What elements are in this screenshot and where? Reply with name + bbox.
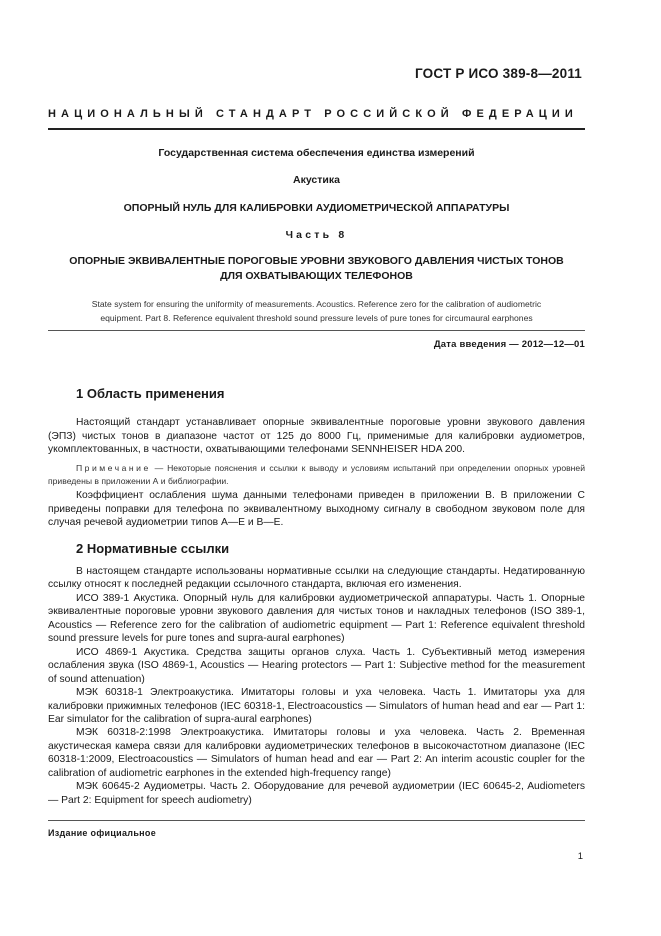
introduction-date: Дата введения — 2012—12—01 — [433, 339, 585, 350]
reference-iso-4869-1: ИСО 4869-1 Акустика. Средства защиты органов слуха. Часть 1. Субъективный метод измерения ослабления звука (ISO 4869-1, Acoustics — Hearing protectors — Part 1: Subjective method for the measurement of sound attenuation) — [48, 646, 585, 685]
title-divider — [48, 330, 585, 331]
normative-references — [48, 565, 585, 807]
part-label: Часть 8 — [285, 229, 348, 241]
reference-iec-60645-2: МЭК 60645-2 Аудиометры. Часть 2. Оборудование для речевой аудиометрии (IEC 60645-2, Audiometers — Part 2: Equipment for speech audiometry) — [48, 781, 585, 806]
reference-iec-60318-2: МЭК 60318-2:1998 Электроакустика. Имитаторы головы и уха человека. Часть 2. Временная акустическая камера связи для калибровки аудиометрических телефонов в высокочастотном диапазоне (IEC 60318-1:2009, Electroacoustics — Simulators of human head and ear — Part 2: An interim acoustic coupler for the calibration of audiometric earphones in the extended high-frequency range) — [48, 727, 585, 779]
document-number: ГОСТ Р ИСО 389-8—2011 — [414, 66, 582, 81]
english-title-line-2: equipment. Part 8. Reference equivalent threshold sound pressure levels of pure tones for circumaural earphones — [100, 313, 533, 323]
reference-iso-389-1: ИСО 389-1 Акустика. Опорный нуль для калибровки аудиометрической аппаратуры. Часть 1. Опорные эквивалентные пороговые уровни звукового давления для чистых тонов и накладных телефонов (ISO 389-1, Acoustics — Reference zero for the calibration of audiometric equipment — Part 1: Reference equivalent threshold sound pressure levels for pure tones and supra-aural earphones) — [48, 592, 585, 645]
system-title: Государственная система обеспечения единства измерений — [158, 147, 475, 159]
section-1-heading: 1 Область применения — [76, 386, 225, 401]
document-title: ОПОРНЫЙ НУЛЬ ДЛЯ КАЛИБРОВКИ АУДИОМЕТРИЧЕСКОЙ АППАРАТУРЫ — [123, 202, 510, 214]
note-label: Примечание — [76, 463, 151, 473]
section-1-note — [48, 462, 585, 488]
footer-divider — [48, 820, 585, 821]
section-2-heading: 2 Нормативные ссылки — [76, 541, 230, 556]
note-text: — Некоторые пояснения и ссылки к выводу и условиям испытаний при определении опорных уровней приведены в приложении А и библиографии. — [48, 463, 585, 486]
section-1-paragraph-2: Коэффициент ослабления шума данными телефонами приведен в приложении В. В приложении С приведены поправки для телефона по эквивалентному выходному сигналу в свободном звуковом поле для случая речевой аудиометрии типов А—Е и В—Е. — [48, 490, 585, 529]
page-number: 1 — [577, 851, 583, 862]
references-intro: В настоящем стандарте использованы нормативные ссылки на следующие стандарты. Недатированную ссылку относят к последней редакции ссылочного стандарта, включая его изменения. — [48, 566, 585, 591]
field-title: Акустика — [293, 174, 340, 186]
national-standard-banner: НАЦИОНАЛЬНЫЙ СТАНДАРТ РОССИЙСКОЙ ФЕДЕРАЦИИ — [48, 108, 578, 120]
english-title-line-1: State system for ensuring the uniformity of measurements. Acoustics. Reference zero for the calibration of audiometric — [91, 299, 542, 309]
reference-iec-60318-1: МЭК 60318-1 Электроакустика. Имитаторы головы и уха человека. Часть 1. Имитаторы уха для калибровки прижимных телефонов (IEC 60318-1, Electroacoustics — Simulators of human head and ear — Part 1: Ear simulator for the calibration of supra-aural earphones) — [48, 687, 585, 725]
section-1-paragraph-1: Настоящий стандарт устанавливает опорные эквивалентные пороговые уровни звукового давления (ЭПЗ) чистых тонов в диапазоне частот от 125 до 8000 Гц, применимые для калибровки аудиометров, укомплектованных, в частности, охватывающими телефонами SENNHEISER HDA 200. — [48, 417, 585, 456]
subtitle-line-2: ДЛЯ ОХВАТЫВАЮЩИХ ТЕЛЕФОНОВ — [220, 270, 413, 282]
official-edition-label: Издание официальное — [48, 828, 157, 838]
subtitle-line-1: ОПОРНЫЕ ЭКВИВАЛЕНТНЫЕ ПОРОГОВЫЕ УРОВНИ ЗВУКОВОГО ДАВЛЕНИЯ ЧИСТЫХ ТОНОВ — [69, 255, 564, 267]
header-divider — [48, 128, 585, 130]
